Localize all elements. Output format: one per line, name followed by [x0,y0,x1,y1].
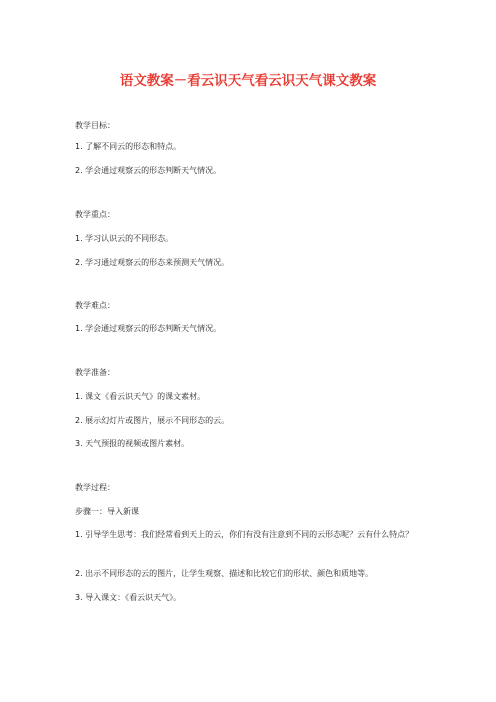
goal-item-1: 1. 了解不同云的形态和特点。 [75,142,182,151]
process-step-1-heading: 步骤一：导入新课 [75,507,139,516]
goal-item-2: 2. 学会通过观察云的形态判断天气情况。 [75,166,222,175]
section-heading-difficulties: 教学难点： [75,301,115,310]
key-point-item-2: 2. 学习通过观察云的形态来预测天气情况。 [75,258,230,267]
section-heading-preparation: 教学准备： [75,368,115,377]
process-item-2: 2. 出示不同形态的云的图片，让学生观察、描述和比较它们的形状、颜色和质地等。 [75,569,374,578]
key-point-item-1: 1. 学习认识云的不同形态。 [75,234,174,243]
difficulty-item-1: 1. 学会通过观察云的形态判断天气情况。 [75,324,222,333]
document-title: 语文教案－看云识天气看云识天气课文教案 [119,73,377,89]
section-heading-key-points: 教学重点： [75,210,115,219]
process-item-1: 1. 引导学生思考：我们经常看到天上的云，你们有没有注意到不同的云形态呢？云有什么特点？ [75,530,414,539]
process-item-3: 3. 导入课文：《看云识天气》。 [75,593,182,602]
section-heading-process: 教学过程： [75,483,115,492]
preparation-item-1: 1. 课文《看云识天气》的课文素材。 [75,392,206,401]
preparation-item-3: 3. 天气预报的视频或图片素材。 [75,439,190,448]
section-heading-goals: 教学目标： [75,121,115,130]
preparation-item-2: 2. 展示幻灯片或图片，展示不同形态的云。 [75,416,230,425]
